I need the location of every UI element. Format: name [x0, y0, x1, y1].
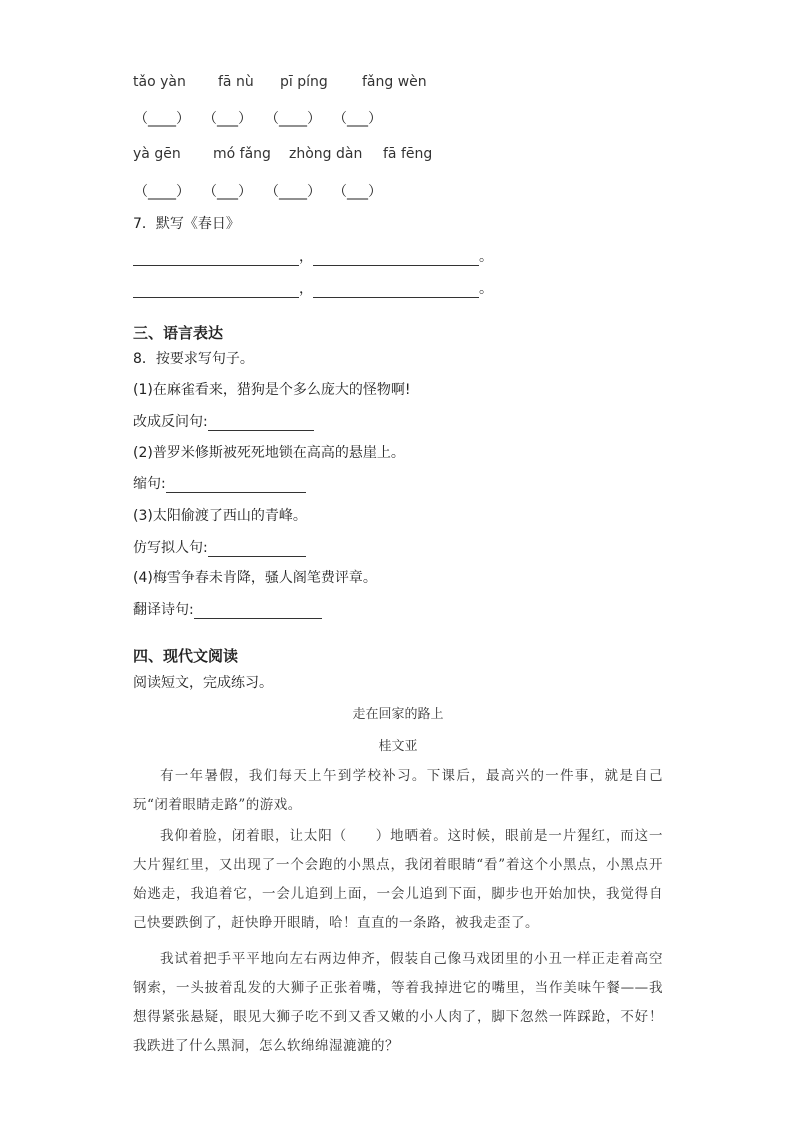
q8-prompt-2: 缩句:: [133, 473, 306, 493]
article-title: 走在回家的路上: [352, 707, 444, 722]
answer-line[interactable]: [313, 296, 479, 298]
q8-prompt-4: 翻译诗句:: [133, 599, 322, 619]
answer-blank[interactable]: （____）: [134, 111, 190, 127]
pinyin-7: zhòng dàn: [289, 146, 363, 162]
reading-instruction: 阅读短文，完成练习。: [133, 675, 273, 691]
answer-blank[interactable]: （___）: [203, 111, 252, 127]
pinyin-2: fā nù: [218, 74, 254, 90]
answer-line[interactable]: [313, 264, 479, 266]
q8-sentence-4: (4)梅雪争春未肯降，骚人阁笔费评章。: [133, 570, 377, 586]
article-paragraph-2: 我仰着脸，闭着眼，让太阳（ ）地晒着。这时候，眼前是一片猩红，而这一大片猩红里，又出现了一个会跑的小黑点，我闭着眼睛“看”着这个小黑点，小黑点开始逃走，我追着它，一会儿追到上面，一会儿追到下面，脚步也开始加快，我觉得自己快要跌倒了，赶快睁开眼睛，哈！直直的一条路，被我走歪了。: [133, 828, 663, 931]
article-paragraph-3: 我试着把手平平地向左右两边伸齐，假装自己像马戏团里的小丑一样正走着高空钢索，一头披着乱发的大狮子正张着嘴，等着我掉进它的嘴里，当作美味午餐——我想得紧张悬疑，眼见大狮子吃不到又香又嫩的小人肉了，脚下忽然一阵踩跄，不好！我跌进了什么黑洞，怎么软绵绵湿漉漉的？: [133, 951, 663, 1054]
article-author: 桂文亚: [378, 739, 418, 754]
answer-line[interactable]: [166, 491, 306, 493]
question-8-label: 8．按要求写句子。: [133, 351, 254, 367]
answer-blank[interactable]: （____）: [134, 184, 190, 200]
q8-prompt-1: 改成反问句:: [133, 411, 314, 431]
q8-sentence-3: (3)太阳偷渡了西山的青峰。: [133, 508, 307, 524]
answer-line[interactable]: [208, 555, 306, 557]
question-7-label: 7．默写《春日》: [133, 216, 240, 232]
section-4-title: 四、现代文阅读: [133, 647, 239, 665]
pinyin-1: tǎo yàn: [133, 74, 186, 90]
answer-blank[interactable]: （___）: [333, 184, 382, 200]
answer-line[interactable]: [208, 429, 314, 431]
q8-sentence-1: (1)在麻雀看来，猎狗是个多么庞大的怪物啊!: [133, 382, 411, 398]
pinyin-3: pī píng: [280, 74, 328, 90]
section-3-title: 三、语言表达: [133, 324, 224, 342]
q8-sentence-2: (2)普罗米修斯被死死地锁在高高的悬崖上。: [133, 445, 405, 461]
poem-line-1: ， 。: [133, 246, 493, 266]
pinyin-5: yà gēn: [133, 146, 181, 162]
answer-line[interactable]: [194, 617, 322, 619]
pinyin-8: fā fēng: [383, 146, 433, 162]
poem-line-2: ， 。: [133, 278, 493, 298]
answer-blank[interactable]: （___）: [333, 111, 382, 127]
pinyin-6: mó fǎng: [213, 146, 271, 162]
answer-line[interactable]: [133, 296, 299, 298]
answer-blank[interactable]: （___）: [203, 184, 252, 200]
q8-prompt-3: 仿写拟人句:: [133, 537, 306, 557]
article-paragraph-1: 有一年暑假，我们每天上午到学校补习。下课后，最高兴的一件事，就是自己玩“闭着眼睛走路”的游戏。: [133, 768, 663, 813]
answer-blank[interactable]: （____）: [265, 111, 321, 127]
answer-blank[interactable]: （____）: [265, 184, 321, 200]
answer-line[interactable]: [133, 264, 299, 266]
pinyin-4: fǎng wèn: [362, 74, 427, 90]
